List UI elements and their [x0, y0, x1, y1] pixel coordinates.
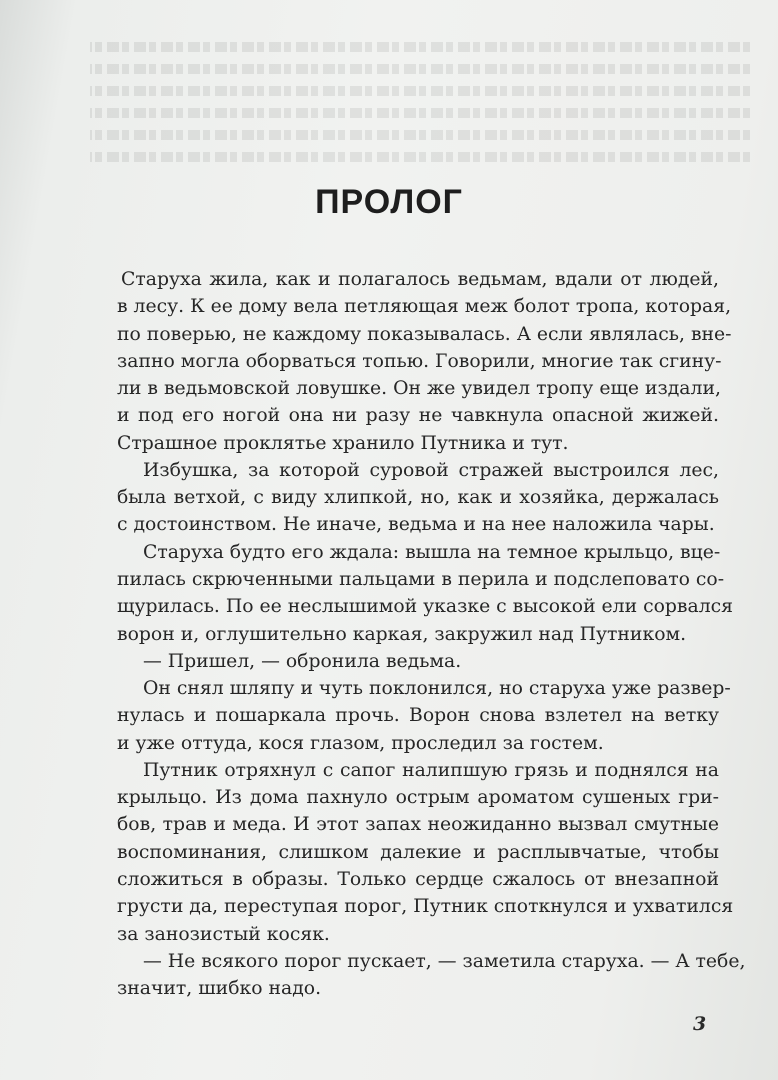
text-line-21: бов, трав и меда. И этот запах неожиданно вызвал смутные	[117, 814, 719, 836]
text-line-16: Он снял шляпу и чуть поклонился, но старуха уже развер-	[143, 678, 731, 699]
text-line-3: по поверью, не каждому показывалась. А если являлась, вне-	[117, 323, 732, 345]
text-line-8: Избушка, за которой суровой стражей выстроился лес,	[143, 459, 719, 481]
text-line-22: воспоминания, слишком далекие и расплывчатые, чтобы	[117, 841, 719, 863]
text-line-24: грусти да, переступая порог, Путник споткнулся и ухватился	[117, 896, 734, 918]
text-line-7: Страшное проклятье хранило Путника и тут.	[117, 432, 569, 454]
text-line-9: была ветхой, с виду хлипкой, но, как и хозяйка, держалась	[117, 487, 719, 509]
page-number: 3	[693, 1013, 707, 1035]
text-line-15: — Пришел, — обронила ведьма.	[143, 650, 462, 672]
text-line-25: за занозистый косяк.	[117, 923, 330, 945]
text-line-26: — Не всякого порог пускает, — заметила старуха. — А тебе,	[143, 950, 746, 972]
text-line-5: ли в ведьмовской ловушке. Он же увидел тропу еще издали,	[117, 378, 721, 400]
text-line-10: с достоинством. Не иначе, ведьма и на нее наложила чары.	[117, 514, 715, 536]
bleed-through-text	[90, 30, 750, 290]
text-line-6: и под его ногой она ни разу не чавкнула опасной жижей.	[117, 405, 719, 427]
chapter-title: ПРОЛОГ	[315, 183, 463, 221]
text-line-17: нулась и пошаркала прочь. Ворон снова взлетел на ветку	[117, 705, 719, 727]
text-line-13: щурилась. По ее неслышимой указке с высокой ели сорвался	[117, 596, 734, 618]
text-line-19: Путник отряхнул с сапог налипшую грязь и поднялся на	[143, 759, 719, 781]
text-line-14: ворон и, оглушительно каркая, закружил над Путником.	[117, 623, 687, 645]
text-line-12: пилась скрюченными пальцами в перила и подслеповато со-	[117, 569, 725, 590]
text-line-23: сложиться в образы. Только сердце сжалось от внезапной	[117, 868, 719, 890]
text-line-27: значит, шибко надо.	[117, 978, 322, 999]
text-line-1: Старуха жила, как и полагалось ведьмам, вдали от людей,	[121, 269, 719, 290]
text-line-18: и уже оттуда, кося глазом, проследил за гостем.	[117, 732, 604, 754]
text-line-4: запно могла оборваться топью. Говорили, многие так сгину-	[117, 350, 722, 372]
text-line-11: Старуха будто его ждала: вышла на темное крыльцо, вце-	[143, 541, 721, 563]
text-line-2: в лесу. К ее дому вела петляющая меж болот тропа, которая,	[117, 296, 732, 318]
text-line-20: крыльцо. Из дома пахнуло острым ароматом сушеных гри-	[117, 787, 719, 809]
